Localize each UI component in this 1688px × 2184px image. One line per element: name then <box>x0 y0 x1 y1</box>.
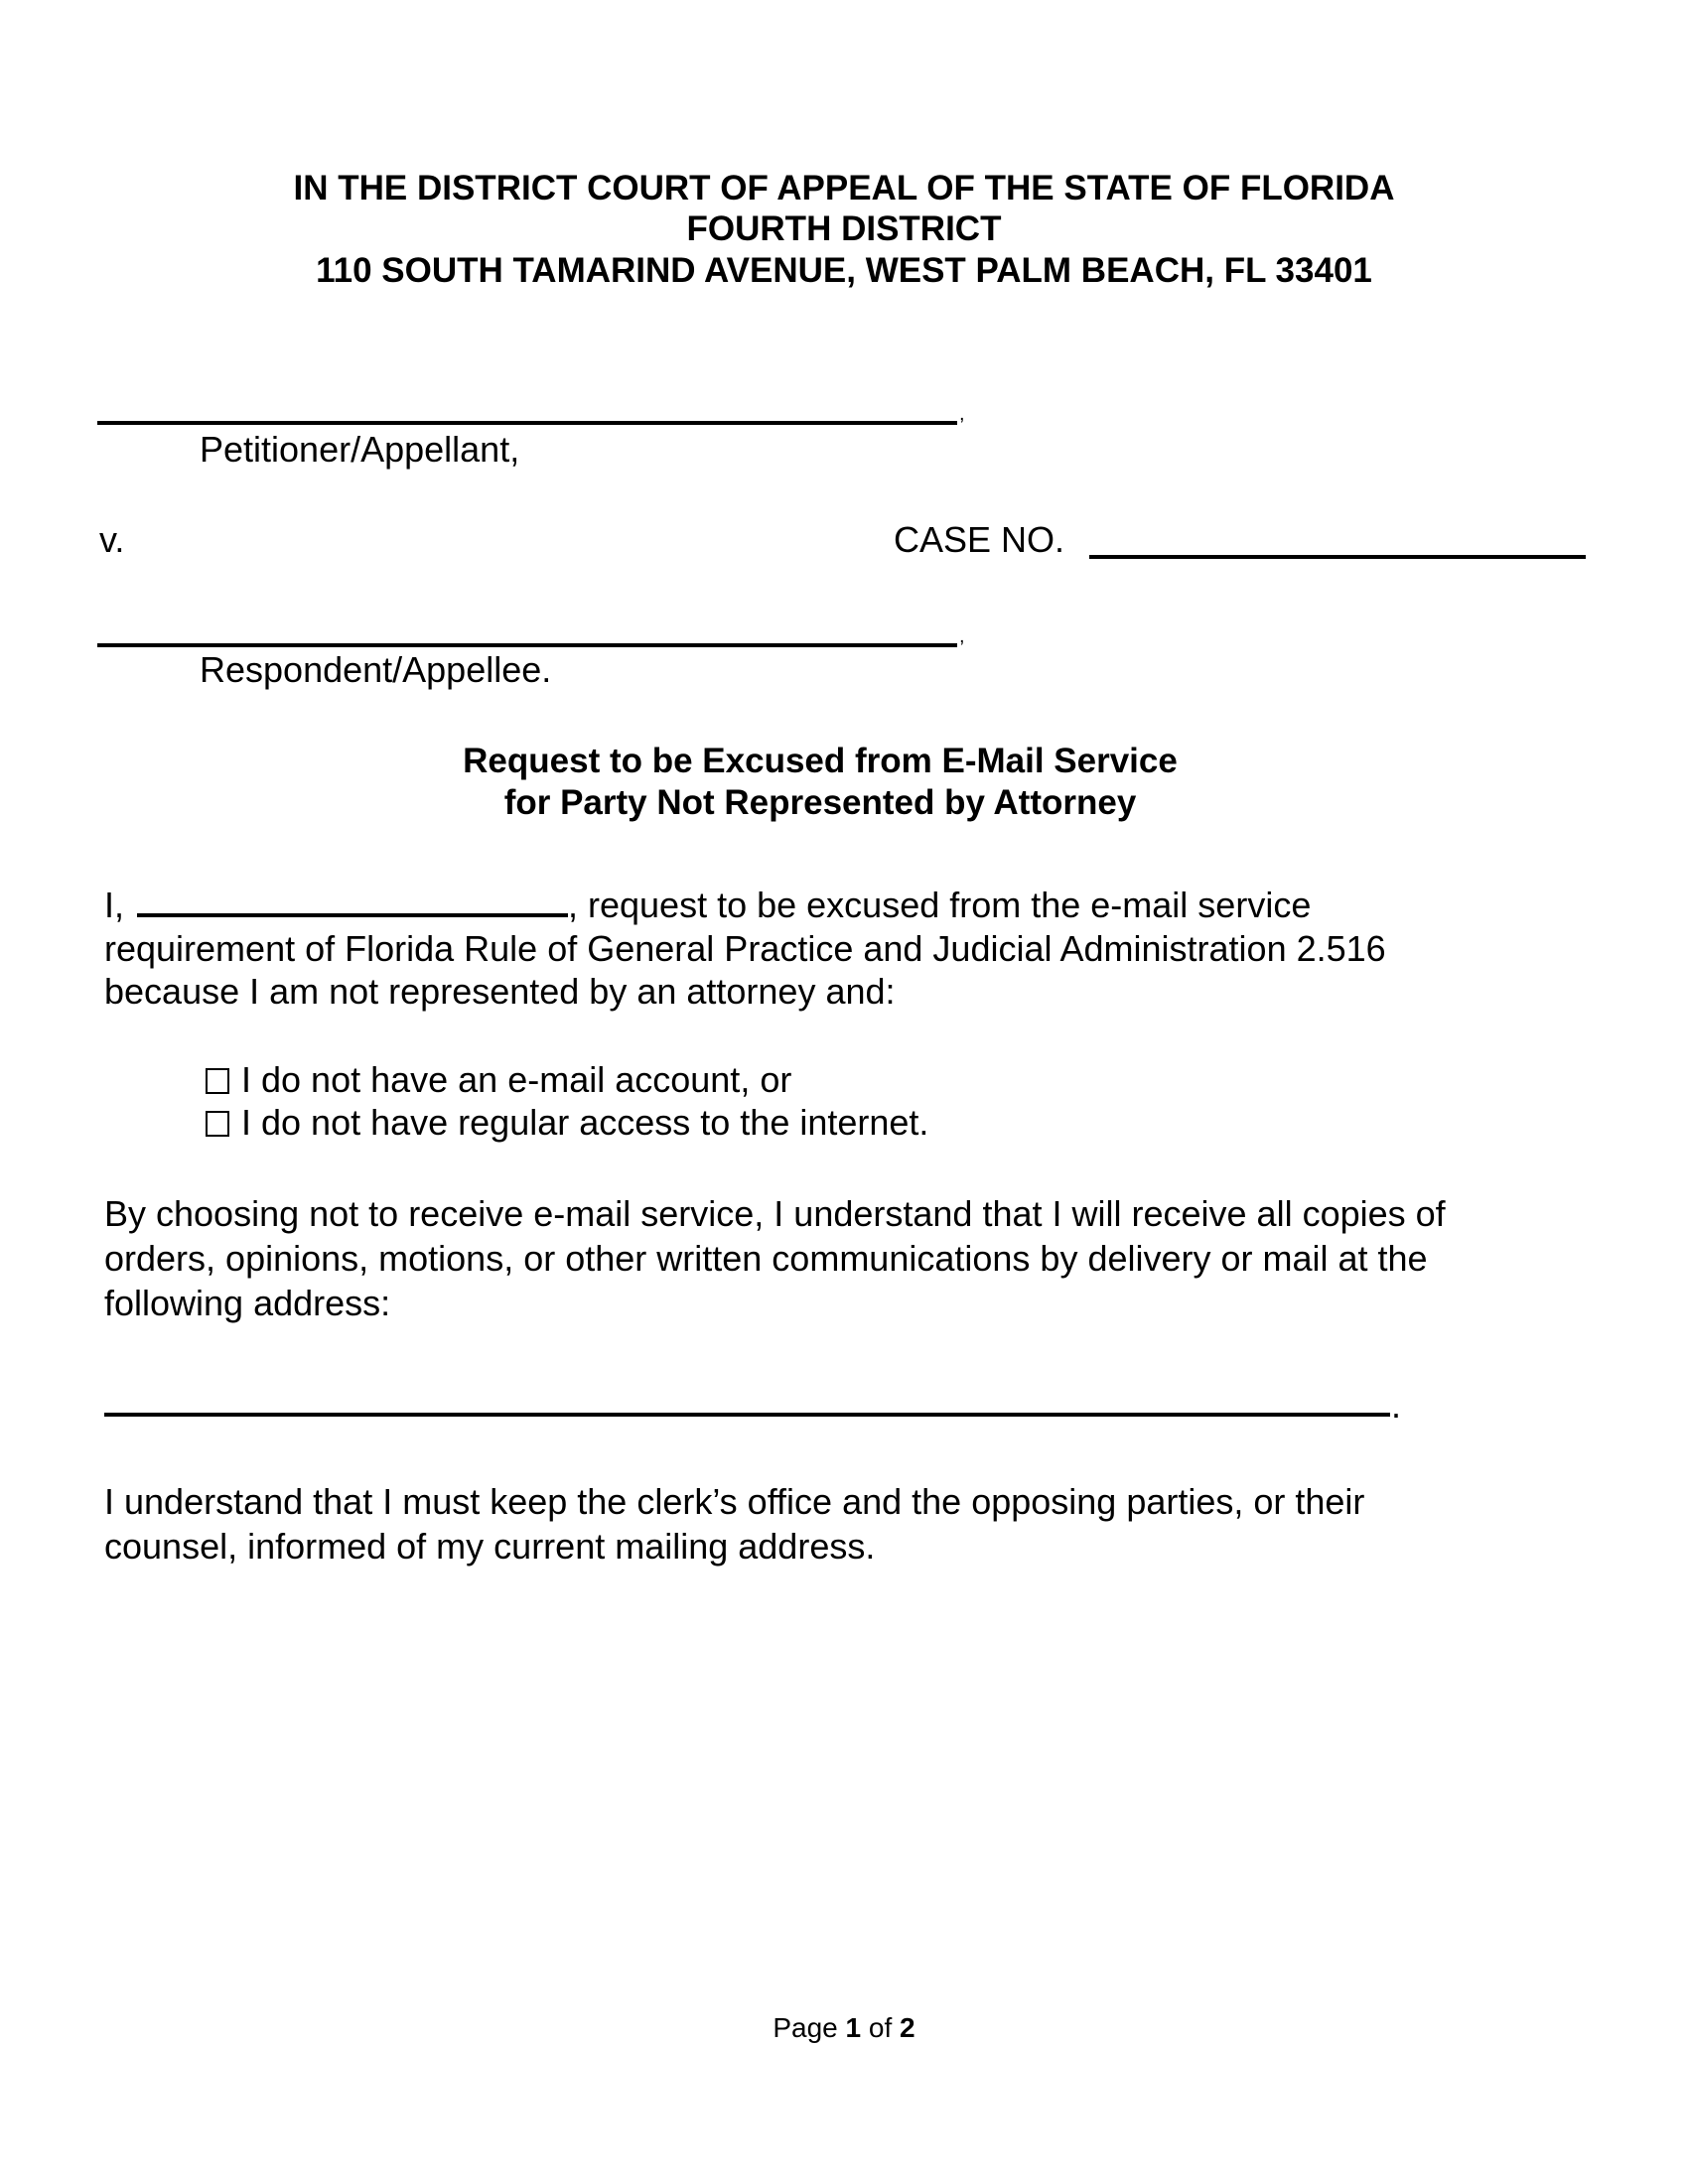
total-pages: 2 <box>900 2012 915 2043</box>
mailing-address-field[interactable] <box>104 1413 1390 1417</box>
notice-line2: counsel, informed of my current mailing address. <box>104 1526 876 1567</box>
respondent-label: Respondent/Appellee. <box>200 649 552 690</box>
option-label: I do not have regular access to the internet. <box>241 1102 929 1143</box>
page-word: Page <box>773 2012 838 2043</box>
checkbox-icon[interactable] <box>206 1068 229 1094</box>
versus-label: v. <box>99 519 125 560</box>
petitioner-comma: , <box>959 403 965 425</box>
petitioner-label: Petitioner/Appellant, <box>200 429 520 470</box>
service-line3: following address: <box>104 1283 391 1323</box>
request-line1: , request to be excused from the e-mail service <box>568 885 1312 925</box>
request-line3: because I am not represented by an attorney and: <box>104 971 896 1012</box>
current-page: 1 <box>845 2012 862 2043</box>
option-label: I do not have an e-mail account, or <box>241 1059 792 1100</box>
service-line2: orders, opinions, motions, or other written communications by delivery or mail at the <box>104 1238 1428 1279</box>
page-indicator <box>0 2011 1688 2045</box>
form-title-line2: for Party Not Represented by Attorney <box>503 783 1137 822</box>
court-name: IN THE DISTRICT COURT OF APPEAL OF THE STATE OF FLORIDA <box>293 169 1395 207</box>
party-name-field[interactable] <box>137 913 568 917</box>
case-no-label: CASE NO. <box>894 519 1065 560</box>
request-line2: requirement of Florida Rule of General Practice and Judicial Administration 2.516 <box>104 928 1386 969</box>
petitioner-name-field[interactable] <box>97 421 957 425</box>
request-prefix: I, <box>104 885 125 925</box>
of-word: of <box>868 2012 893 2043</box>
court-address: 110 SOUTH TAMARIND AVENUE, WEST PALM BEACH, FL 33401 <box>316 251 1372 290</box>
option-no-internet-access[interactable] <box>206 1100 928 1145</box>
respondent-comma: , <box>959 625 965 647</box>
checkbox-icon[interactable] <box>206 1111 229 1137</box>
address-period: . <box>1391 1385 1402 1426</box>
service-line1: By choosing not to receive e-mail service, I understand that I will receive all copies of <box>104 1193 1446 1234</box>
district-name: FOURTH DISTRICT <box>686 209 1002 248</box>
case-no-field[interactable] <box>1089 555 1586 559</box>
form-title-line1: Request to be Excused from E-Mail Service <box>463 742 1178 780</box>
option-no-email-account[interactable] <box>206 1057 791 1102</box>
notice-line1: I understand that I must keep the clerk’s office and the opposing parties, or their <box>104 1481 1365 1522</box>
